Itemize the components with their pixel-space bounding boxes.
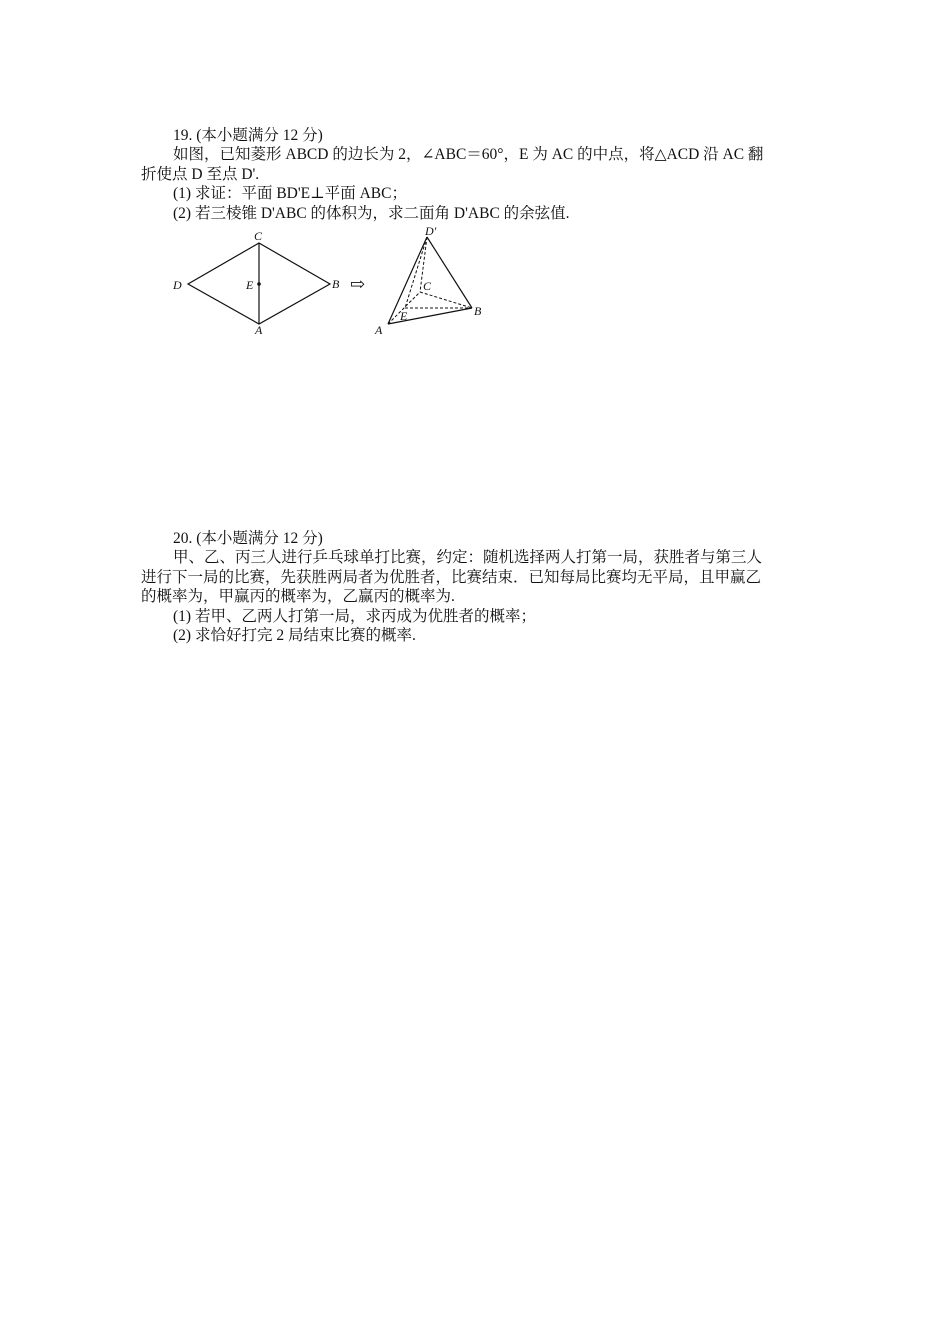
problem-19-figure	[160, 224, 520, 344]
label-e: E	[246, 278, 254, 292]
rhombus-diagram	[172, 229, 340, 337]
label-d-prime: D′	[425, 224, 437, 238]
edge-db	[427, 237, 472, 308]
label-d: D	[173, 278, 182, 292]
problem-20-part2: (2) 求恰好打完 2 局结束比赛的概率.	[173, 627, 416, 645]
arrow-icon: ⇨	[350, 274, 366, 294]
problem-19	[141, 126, 813, 223]
problem-20	[141, 529, 813, 645]
problem-20-intro-line1: 甲、乙、丙三人进行乒乓球单打比赛，约定：随机选择两人打第一局，获胜者与第三人	[173, 549, 763, 567]
problem-20-intro-line3: 的概率为，甲赢丙的概率为，乙赢丙的概率为.	[141, 588, 455, 606]
problem-19-header: 19. (本小题满分 12 分)	[173, 127, 323, 144]
label-c: C	[254, 229, 263, 243]
label-b-pyramid: B	[474, 304, 482, 318]
midpoint-e	[257, 282, 261, 286]
problem-19-intro-line2: 折使点 D 至点 D'.	[141, 165, 260, 183]
problem-20-part1: (1) 若甲、乙两人打第一局，求丙成为优胜者的概率；	[173, 607, 536, 625]
problem-20-header: 20. (本小题满分 12 分)	[173, 530, 323, 547]
pyramid-diagram	[374, 224, 482, 337]
label-c-pyramid: C	[423, 279, 432, 293]
edge-de	[405, 237, 427, 308]
problem-19-intro-line1: 如图，已知菱形 ABCD 的边长为 2，∠ABC＝60°，E 为 AC 的中点，将△ACD 沿 AC 翻	[173, 146, 764, 164]
problem-20-intro-line2: 进行下一局的比赛，先获胜两局者为优胜者，比赛结束．已知每局比赛均无平局，且甲赢乙	[141, 568, 762, 586]
label-a: A	[255, 323, 263, 337]
problem-19-part2: (2) 若三棱锥 D'ABC 的体积为，求二面角 D'ABC 的余弦值.	[173, 204, 570, 222]
label-a-pyramid: A	[375, 323, 383, 337]
label-b: B	[332, 277, 340, 291]
edge-da	[388, 237, 427, 324]
edge-cb	[420, 292, 472, 308]
geometry-figure	[160, 224, 520, 344]
problem-19-part1: (1) 求证：平面 BD'E⊥平面 ABC；	[173, 185, 407, 203]
label-e-pyramid: E	[400, 309, 408, 323]
